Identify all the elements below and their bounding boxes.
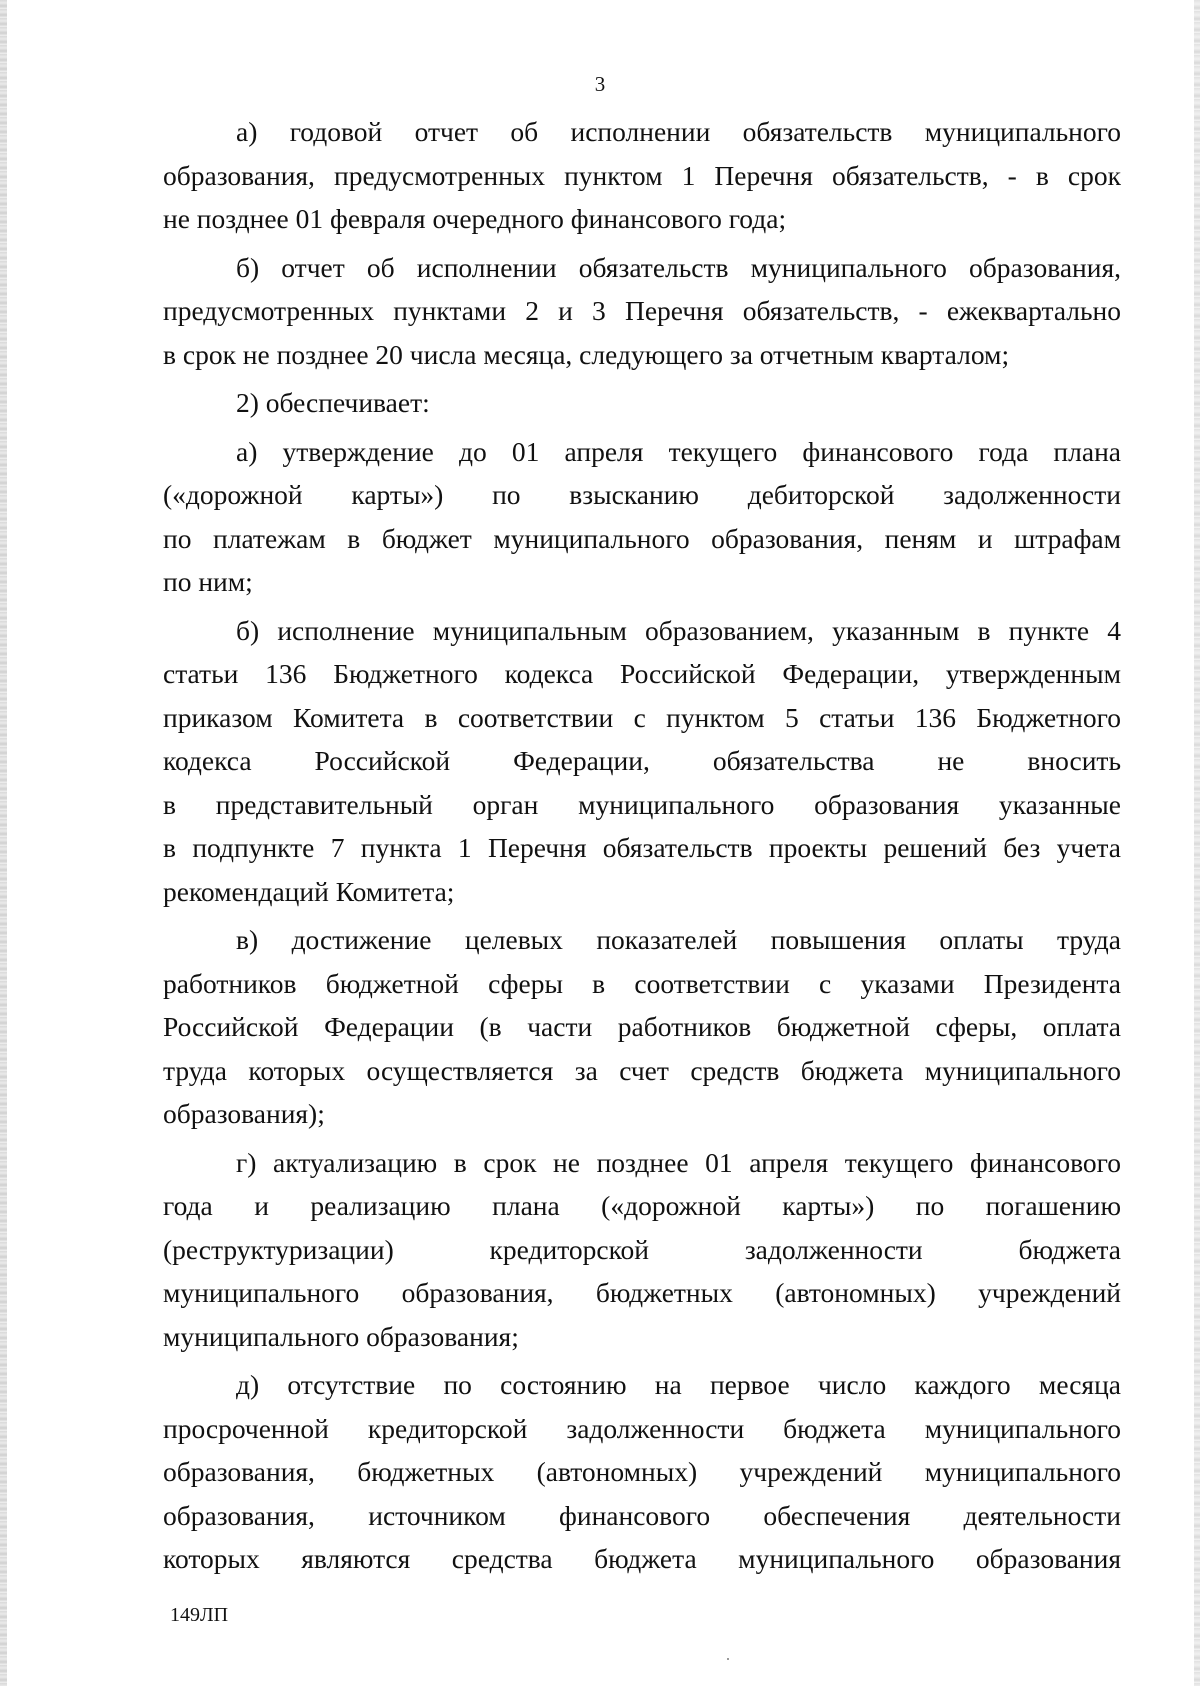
scan-edge-right [1194,0,1200,1686]
text-line: Российской Федерации (в части работников бюджетной сферы, оплата [163,1011,1121,1042]
text-line: (реструктуризации) кредиторской задолженности бюджета [163,1233,1121,1265]
scan-edge-left [0,0,7,1686]
text-line: по ним; [163,566,253,597]
text-line: просроченной кредиторской задолженности бюджета муниципального [163,1412,1121,1444]
text-line: года и реализацию плана («дорожной карты») по погашению [163,1190,1121,1221]
text-line: («дорожной карты») по взысканию дебиторской задолженности [163,479,1121,510]
text-line: а) утверждение до 01 апреля текущего финансового года плана [236,435,1121,467]
text-line: д) отсутствие по состоянию на первое число каждого месяца [236,1369,1121,1400]
text-line: образования, предусмотренных пунктом 1 Перечня обязательств, - в срок [163,159,1121,191]
document-code: 149ЛП [170,1604,229,1626]
text-line: б) отчет об исполнении обязательств муниципального образования, [236,251,1121,283]
text-line: по платежам в бюджет муниципального образования, пеням и штрафам [163,522,1121,554]
text-line: работников бюджетной сферы в соответствии с указами Президента [163,967,1121,999]
text-line: в) достижение целевых показателей повышения оплаты труда [236,924,1121,955]
text-line: статьи 136 Бюджетного кодекса Российской Федерации, утвержденным [163,658,1121,689]
text-line: в срок не позднее 20 числа месяца, следующего за отчетным кварталом; [163,338,1010,370]
text-line: образования); [163,1098,325,1129]
text-line: труда которых осуществляется за счет средств бюджета муниципального [163,1054,1121,1086]
text-line: не позднее 01 февраля очередного финансового года; [163,203,787,234]
text-line: г) актуализацию в срок не позднее 01 апреля текущего финансового [236,1146,1121,1178]
text-line: образования, бюджетных (автономных) учреждений муниципального [163,1456,1121,1487]
text-line: рекомендаций Комитета; [163,875,455,907]
page-number: 3 [594,72,606,96]
text-line: предусмотренных пунктами 2 и 3 Перечня обязательств, - ежеквартально [163,295,1121,326]
text-line: б) исполнение муниципальным образованием, указанным в пункте 4 [236,614,1121,646]
scan-speck [727,1658,729,1660]
text-line: 2) обеспечивает: [236,387,430,418]
text-line: образования, источником финансового обеспечения деятельности [163,1499,1121,1531]
text-line: муниципального образования, бюджетных (автономных) учреждений [163,1277,1121,1308]
text-line: кодекса Российской Федерации, обязательства не вносить [163,745,1121,776]
text-line: приказом Комитета в соответствии с пунктом 5 статьи 136 Бюджетного [163,701,1121,733]
text-line: которых являются средства бюджета муниципального образования [163,1543,1121,1574]
text-line: в подпункте 7 пункта 1 Перечня обязательств проекты решений без учета [163,832,1121,863]
text-line: в представительный орган муниципального образования указанные [163,788,1121,820]
document-body [163,110,1121,1581]
text-line: а) годовой отчет об исполнении обязательств муниципального [236,116,1121,147]
text-line: муниципального образования; [163,1320,519,1352]
